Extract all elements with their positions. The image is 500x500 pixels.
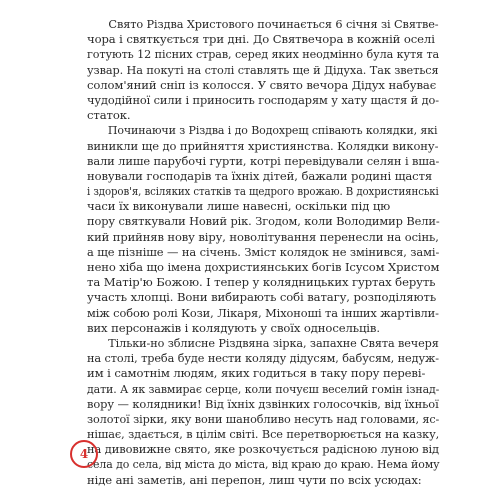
text-line: виникли ще до прийняття християнства. Колядки викону- [87, 138, 439, 153]
text-line: і здоров'я, всіляких статків та щедрого врожаю. В дохристиянські [87, 184, 439, 199]
text-line: новували господарів та їхніх дітей, бажали родині щастя [87, 168, 433, 183]
text-line: им і самотнім людям, яких годиться в таку пору переві- [87, 366, 426, 381]
paragraph [87, 336, 439, 488]
text-line: села до села, від міста до міста, від краю до краю. Нема йому [87, 457, 440, 472]
text-line: Свято Різдва Христового починається 6 січня зі Святве- [108, 17, 439, 31]
body-text [87, 17, 439, 488]
page-number-badge: 4 [70, 440, 98, 468]
text-line: на дивовижне свято, яке розкочується радісною луною від [87, 442, 439, 457]
text-line: пору святкували Новий рік. Згодом, коли Володимир Вели- [87, 214, 440, 229]
text-line: чудодійної сили і приносить господарям у хату щастя й до- [87, 92, 439, 107]
text-line: кий прийняв нову віру, новолітування перенесли на осінь, [87, 229, 439, 244]
text-line: золотої зірки, яку вони шанобливо несуть над головами, яс- [87, 411, 440, 426]
text-line: чора і святкується три дні. До Святвечора в кожній оселі [87, 32, 435, 47]
text-line: солом'яний сніп із колосся. У свято вечора Дідух набуває [87, 77, 437, 92]
text-line: а ще пізніше — на січень. Зміст колядок не змінився, замі- [87, 244, 440, 259]
text-line: на столі, треба буде нести коляду дідусям, бабусям, недуж- [87, 351, 439, 366]
text-line: та Матір'ю Божою. І тепер у колядницьких гуртах беруть [87, 275, 436, 290]
text-line: вали лише парубочі гурти, котрі перевідували селян і вша- [87, 153, 440, 168]
text-line: вих персонажів і колядують у своїх односельців. [87, 320, 380, 335]
text-line: часи їх виконували лише навесні, оскільки під цю [87, 199, 391, 214]
text-line: готують 12 пісних страв, серед яких неодмінно була кутя та [87, 47, 440, 62]
text-line: ніде ані заметів, ані перепон, лиш чути по всіх усюдах: [87, 472, 422, 487]
paragraph [87, 123, 439, 336]
text-line: участь хлопці. Вони вибирають собі ватагу, розподіляють [87, 290, 437, 305]
paragraph [87, 17, 439, 123]
text-line: вору — колядники! Від їхніх дзвінких голосочків, від їхньої [87, 396, 439, 411]
text-line: Тільки-но зблисне Різдвяна зірка, запахне Свята вечеря [108, 335, 439, 350]
text-line: дати. А як завмирає серце, коли почуєш веселий гомін ізнад- [87, 381, 440, 396]
text-line: Починаючи з Різдва і до Водохрещ співають колядки, які [107, 123, 438, 138]
text-line: між собою ролі Кози, Лікаря, Міхоноші та інших жартівли- [87, 305, 439, 320]
text-line: нено хіба що імена дохристиянських богів Ісусом Христом [87, 260, 440, 274]
text-line: нішає, здається, в цілім світі. Все перетворюється на казку, [87, 427, 440, 442]
text-line: статок. [87, 108, 131, 123]
text-line: узвар. На покуті на столі ставлять ще й Дідуха. Так зветься [87, 62, 439, 77]
